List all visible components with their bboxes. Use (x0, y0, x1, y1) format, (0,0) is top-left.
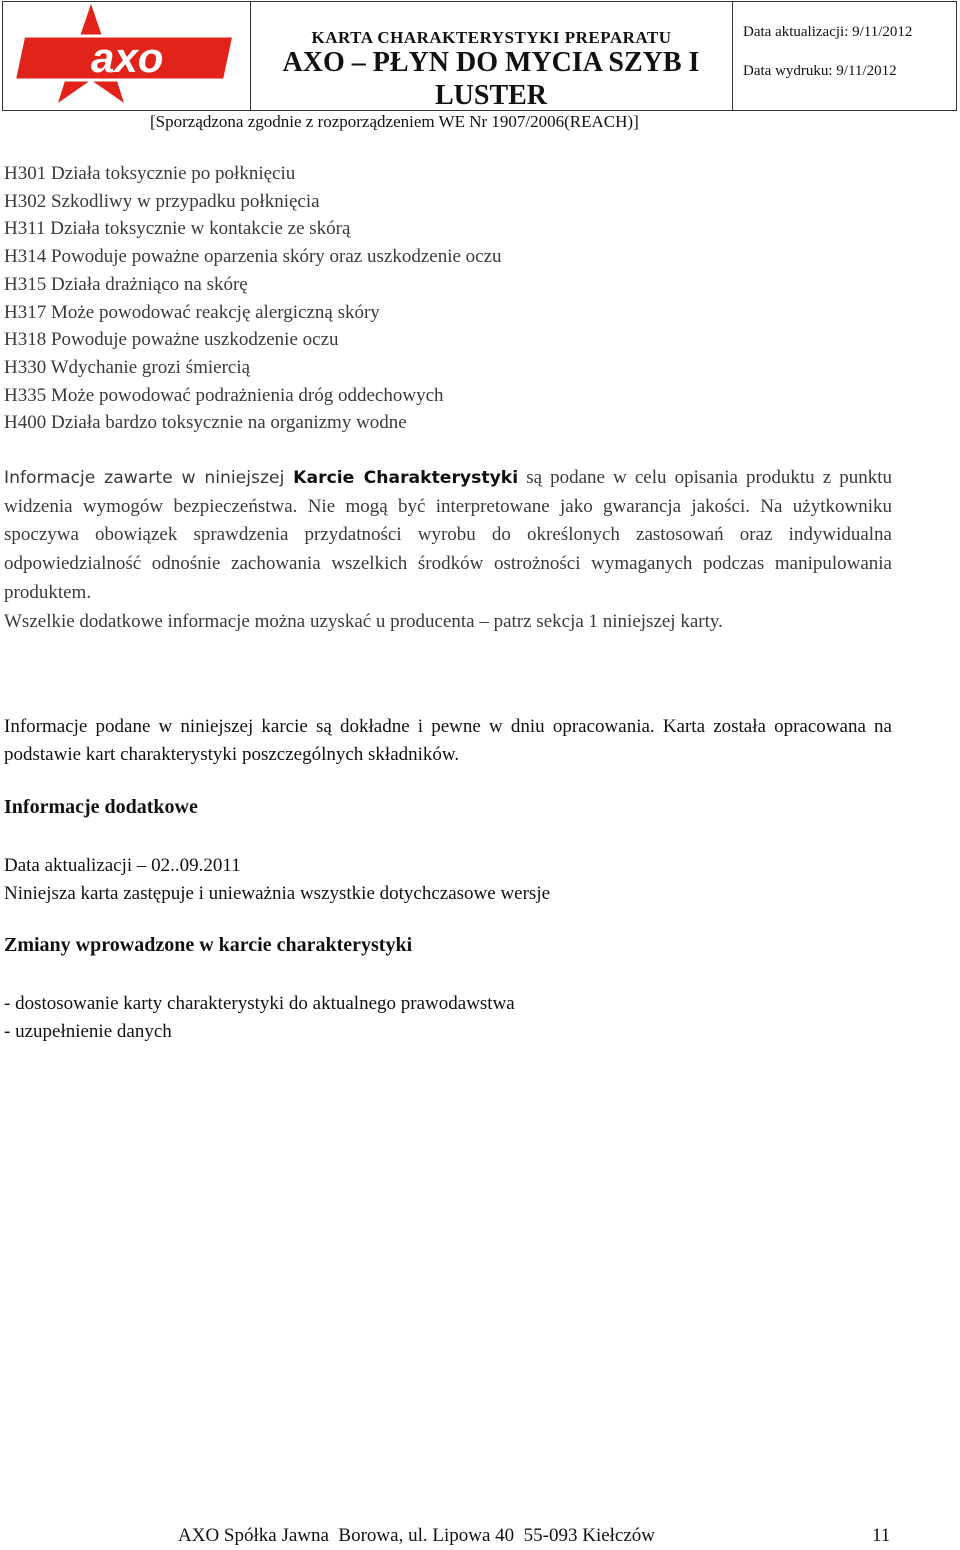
hazard-statement: H317 Może powodować reakcję alergiczną skóry (4, 301, 380, 323)
regulation-note: [Sporządzona zgodnie z rozporządzeniem WE Nr 1907/2006(REACH)] (150, 112, 639, 131)
change-item: - uzupełnienie danych (4, 1020, 172, 1042)
hazard-statement-list (4, 160, 502, 437)
disclaimer-bold-term: Karcie Charakterystyki (293, 468, 519, 488)
hazard-statement: H330 Wdychanie grozi śmiercią (4, 356, 251, 378)
source-note: Informacje podane w niniejszej karcie są dokładne i pewne w dniu opracowania. Karta została opracowana na podstawie kart charakterystyki poszczególnych składników. (4, 716, 892, 765)
disclaimer-contact-note: Wszelkie dodatkowe informacje można uzyskać u producenta – patrz sekcja 1 niniejszej karty. (4, 610, 723, 632)
axo-logo (3, 2, 249, 110)
hazard-statement: H318 Powoduje poważne uszkodzenie oczu (4, 329, 339, 351)
additional-info-heading: Informacje dodatkowe (4, 796, 198, 818)
hazard-statement: H314 Powoduje poważne oparzenia skóry oraz uszkodzenie oczu (4, 246, 502, 268)
print-date: Data wydruku: 9/11/2012 (743, 63, 897, 79)
document-kind: KARTA CHARAKTERYSTYKI PREPARATU (311, 28, 672, 47)
changes-heading: Zmiany wprowadzone w karcie charakterystyki (4, 934, 413, 956)
logo-cell (3, 2, 251, 110)
hazard-statement: H315 Działa drażniąco na skórę (4, 273, 248, 295)
logo-text: axo (91, 34, 164, 81)
disclaimer-paragraph (4, 464, 892, 636)
change-item: - dostosowanie karty charakterystyki do aktualnego prawodawstwa (4, 993, 515, 1014)
update-date: Data aktualizacji: 9/11/2012 (743, 24, 913, 40)
footer-company-address: AXO Spółka Jawna Borowa, ul. Lipowa 40 55-093 Kiełczów (178, 1525, 656, 1546)
document-header (2, 1, 957, 111)
hazard-statement: H302 Szkodliwy w przypadku połknięcia (4, 190, 320, 212)
disclaimer-text: Informacje zawarte w niniejszej (4, 468, 294, 488)
page-number: 11 (872, 1525, 891, 1546)
changes-list (4, 990, 515, 1045)
additional-info-lines (4, 852, 550, 907)
replacement-info-line: Niniejsza karta zastępuje i unieważnia wszystkie dotychczasowe wersje (4, 882, 551, 904)
hazard-statement: H335 Może powodować podrażnienia dróg oddechowych (4, 384, 444, 406)
title-cell (251, 2, 733, 110)
disclaimer-text-cont: są podane w celu opisania produktu z punktu widzenia wymogów bezpieczeństwa. Nie mogą być interpretowane jako gwarancja jakości. Na użytkowniku spoczywa obowiązek sprawdzenia przydatności wyrobu do określonych zastosowań oraz indywidualna odpowiedzialność odnośnie zachowania wszelkich środków ostrożności wymaganych podczas manipulowania produktem. (4, 467, 892, 603)
hazard-statement: H400 Działa bardzo toksycznie na organizmy wodne (4, 412, 407, 434)
update-info-line: Data aktualizacji – 02..09.2011 (4, 855, 241, 876)
hazard-statement: H311 Działa toksycznie w kontakcie ze skórą (4, 218, 351, 240)
product-name: AXO – PŁYN DO MYCIA SZYB I LUSTER (282, 47, 700, 111)
hazard-statement: H301 Działa toksycznie po połknięciu (4, 163, 296, 184)
date-cell (733, 2, 955, 110)
